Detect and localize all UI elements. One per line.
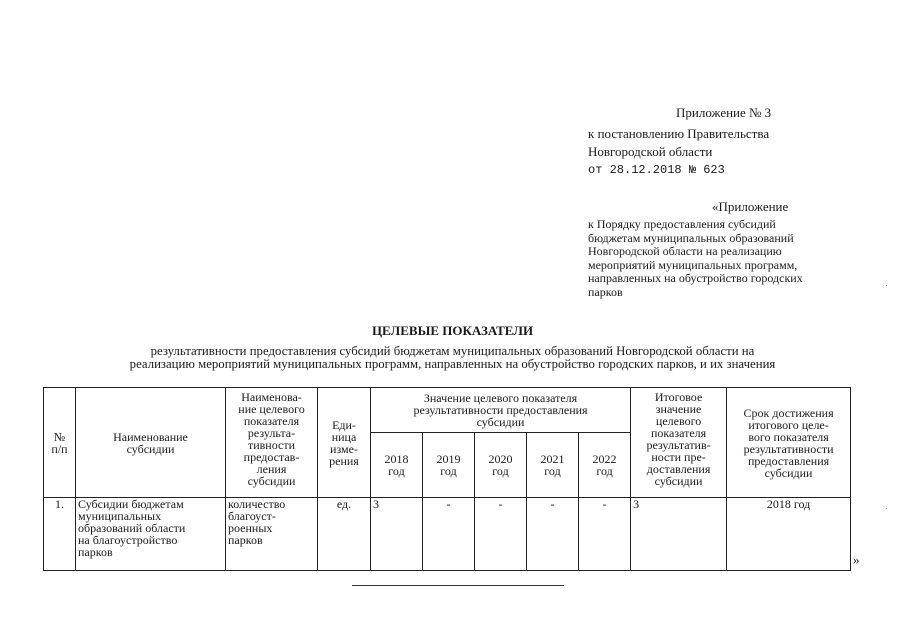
header-text: тивности [247,438,296,452]
sub-appendix-line: к Порядку предоставления субсидий [588,217,776,231]
header-text: ние целевого [238,402,305,416]
cell-subsidy-name [76,498,226,571]
header-text: результативности предоставления [413,403,588,417]
header-text: год [596,464,613,478]
cell-text: количество [228,497,286,511]
appendix-line3: от 28.12.2018 № 623 [588,163,725,177]
table-row [44,498,851,571]
cell-text: благоуст- [228,509,276,523]
cell-text: на благоустройство [78,533,178,547]
appendix-line1: к постановлению Правительства [588,126,770,141]
sub-appendix-line: мероприятий муниципальных программ, [588,257,798,272]
header-text: показателя [650,426,707,440]
document-subtitle-line2: реализацию мероприятий муниципальных программ, направленных на обустройство городских парков, и их значения [129,357,776,371]
header-text: 2021 [540,452,565,466]
indicators-table [43,387,851,571]
sub-appendix-line: направленных на обустройство городских [588,271,803,285]
sub-appendix-text [588,218,858,299]
cell-indicator-name [226,498,318,571]
sub-appendix-line: бюджетам муниципальных образований [588,230,794,245]
header-text: 2020 [488,452,513,466]
bottom-rule [352,585,564,586]
header-text: Наименова- [241,390,302,404]
header-year-2022 [579,433,631,498]
header-num [44,388,76,498]
cell-text: роенных [228,521,273,535]
header-text: ности пре- [651,450,706,464]
header-final-value [631,388,727,498]
header-text: результатив- [646,438,711,452]
header-text: рения [329,453,359,468]
header-text: № [53,429,66,444]
header-year-2018 [371,433,423,498]
header-text: результативности [743,441,834,456]
header-text: значение [655,402,702,416]
header-text: субсидии [476,415,525,429]
header-text: Наименование [113,429,188,444]
header-text: 2018 [384,452,409,466]
header-text: изме- [330,441,358,456]
header-year-2020 [475,433,527,498]
scan-mark [886,508,887,509]
header-text: год [544,464,561,478]
sub-appendix-title: «Приложение [712,199,789,214]
cell-text: муниципальных [78,509,162,523]
header-text: результа- [247,426,296,440]
cell-value-2018: 3 [371,498,423,571]
cell-value-2022: - [579,498,631,571]
header-text: ления [256,462,287,476]
header-unit [318,388,371,498]
closing-quote: » [853,552,860,567]
header-year-2019 [423,433,475,498]
header-text: субсидии [126,441,175,456]
header-text: год [388,464,405,478]
header-text: показателя [243,414,300,428]
header-text: субсидии [654,474,703,488]
header-text: Значение целевого показателя [423,391,578,405]
cell-final-value: 3 [631,498,727,571]
header-text: вого показателя [748,429,829,444]
header-text: год [492,464,509,478]
header-indicator-name [226,388,318,498]
appendix-title: Приложение № 3 [676,105,772,120]
cell-text: парков [78,545,113,559]
header-text: Срок достижения [743,405,834,420]
header-deadline [727,388,851,498]
cell-deadline: 2018 год [727,498,851,571]
header-text: ница [331,429,357,444]
cell-text: парков [228,533,263,547]
header-text: Итоговое [654,390,703,404]
header-text: субсидии [247,474,296,488]
header-text: 2019 [436,452,461,466]
sub-appendix-line: Новгородской области на реализацию [588,244,782,258]
header-text: предоставления [747,453,830,468]
cell-text: образований области [78,521,186,535]
document-heading: ЦЕЛЕВЫЕ ПОКАЗАТЕЛИ [371,323,534,338]
table-header-row [44,388,851,433]
header-text: итогового целе- [748,417,829,432]
appendix-line2: Новгородской области [588,144,713,159]
document-subtitle-line1: результативности предоставления субсидий бюджетам муниципальных образований Новгородской области на [150,344,755,358]
cell-value-2019: - [423,498,475,571]
cell-unit: ед. [318,498,371,571]
header-text: 2022 [592,452,617,466]
header-text: Еди- [332,417,356,432]
cell-value-2021: - [527,498,579,571]
scan-mark [886,285,887,286]
header-text: год [440,464,457,478]
cell-text: Субсидии бюджетам [78,497,184,511]
header-text: целевого [655,414,702,428]
header-text: субсидии [764,465,813,480]
header-year-2021 [527,433,579,498]
sub-appendix-line: парков [588,284,623,299]
cell-value-2020: - [475,498,527,571]
header-text: п/п [51,441,68,456]
header-text: предостав- [243,450,300,464]
header-value-group [371,388,631,433]
header-text: доставления [646,462,711,476]
cell-num: 1. [44,498,76,571]
header-subsidy-name [76,388,226,498]
